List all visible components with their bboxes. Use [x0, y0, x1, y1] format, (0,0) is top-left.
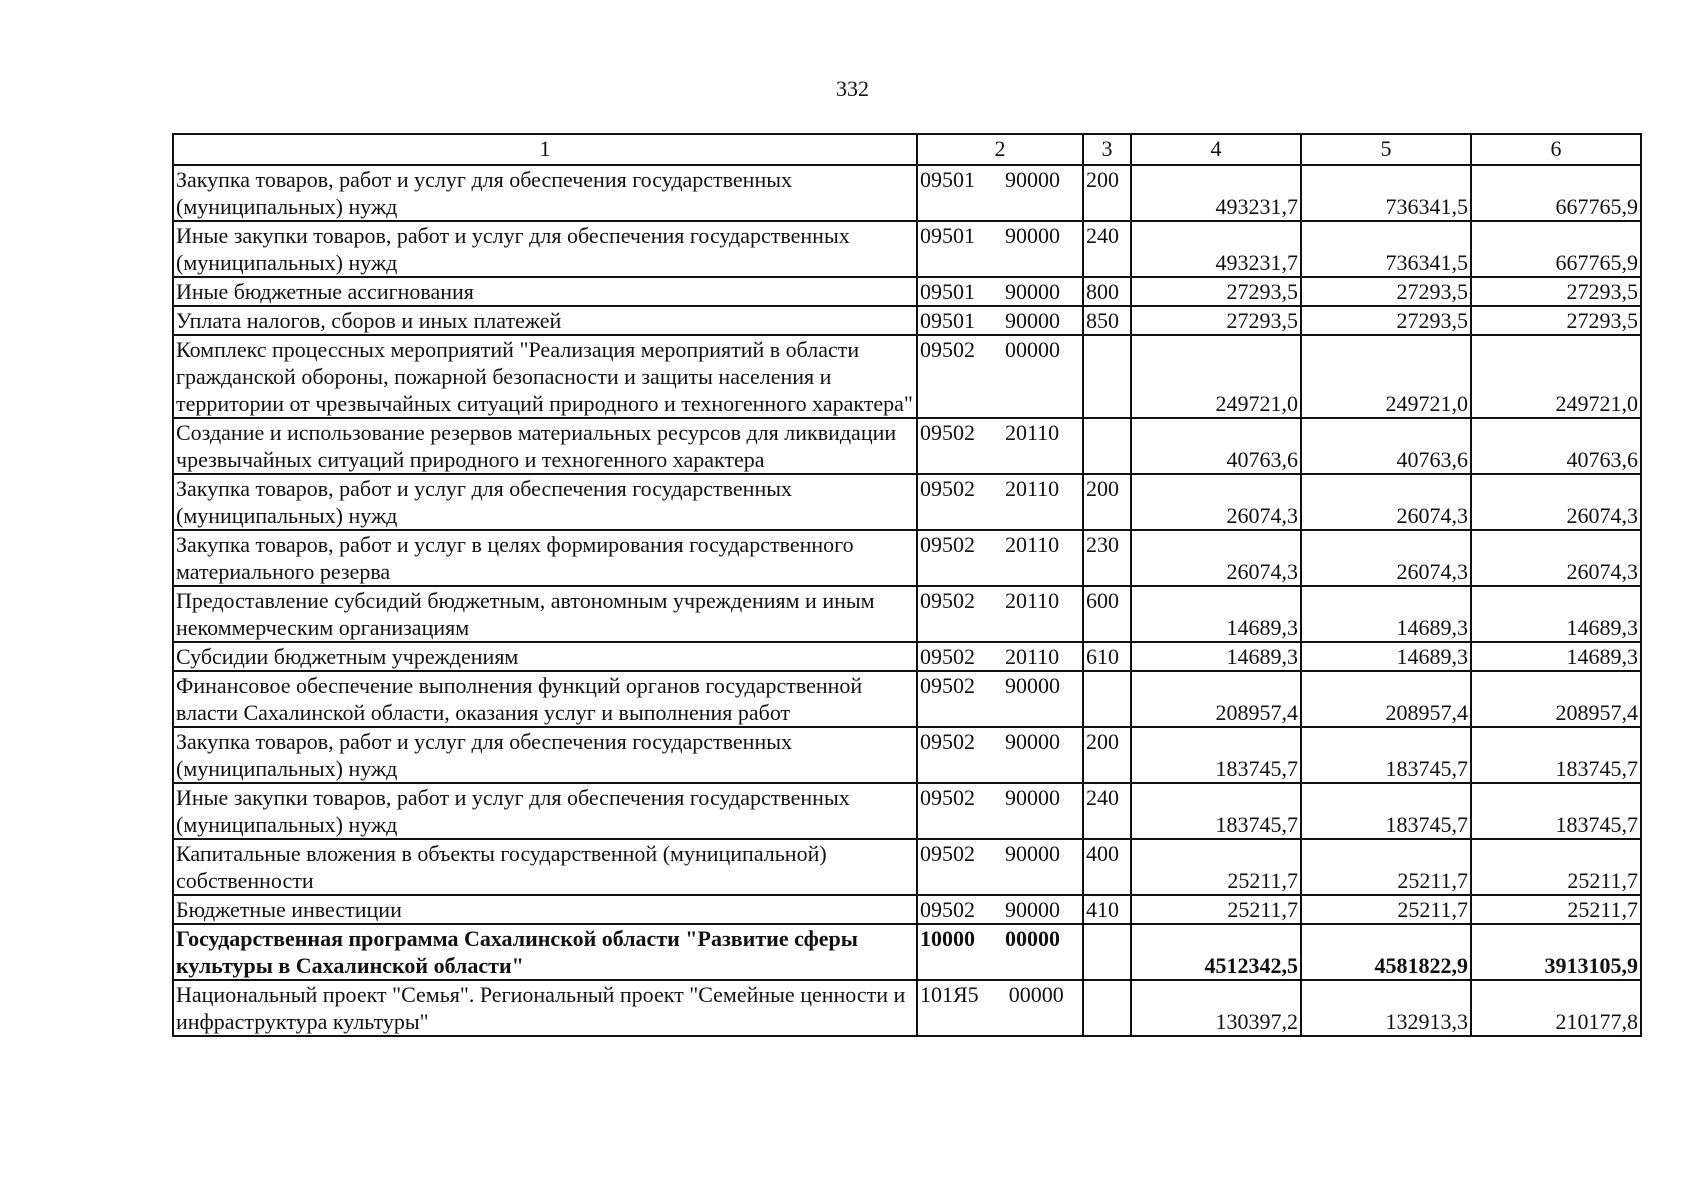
row-name-cell: Капитальные вложения в объекты государственной (муниципальной) собственности: [173, 839, 917, 895]
row-code-cell: [917, 980, 1083, 1036]
direction-code: 90000: [1005, 279, 1060, 304]
value-col4-cell: 183745,7: [1131, 727, 1301, 783]
direction-code: 90000: [1005, 223, 1060, 248]
direction-code: 90000: [1005, 841, 1060, 866]
program-code: 09502: [920, 673, 975, 698]
table-row: [173, 642, 1641, 671]
direction-code: 90000: [1005, 167, 1060, 192]
direction-code: 90000: [1005, 729, 1060, 754]
expense-type-cell: 200: [1083, 474, 1131, 530]
row-name-cell: Бюджетные инвестиции: [173, 895, 917, 924]
row-name-cell: Иные бюджетные ассигнования: [173, 277, 917, 306]
expense-type-cell: 200: [1083, 727, 1131, 783]
direction-code: 20110: [1005, 532, 1060, 557]
program-code: 09501: [920, 167, 975, 192]
value-col6-cell: 26074,3: [1471, 530, 1641, 586]
table-row: [173, 418, 1641, 474]
value-col6-cell: 14689,3: [1471, 586, 1641, 642]
column-number: 5: [1301, 134, 1471, 165]
row-code-cell: [917, 165, 1083, 221]
expense-type-cell: 610: [1083, 642, 1131, 671]
value-col5-cell: 40763,6: [1301, 418, 1471, 474]
column-number: 6: [1471, 134, 1641, 165]
expense-type-cell: [1083, 924, 1131, 980]
program-code: 09502: [920, 897, 975, 922]
row-name-cell: Уплата налогов, сборов и иных платежей: [173, 306, 917, 335]
expense-type-cell: [1083, 418, 1131, 474]
row-code-cell: [917, 586, 1083, 642]
column-number: 4: [1131, 134, 1301, 165]
program-code: 09502: [920, 532, 975, 557]
program-code: 09502: [920, 476, 975, 501]
program-code: 09502: [920, 644, 975, 669]
row-code-cell: [917, 335, 1083, 418]
row-code-cell: [917, 642, 1083, 671]
direction-code: 90000: [1005, 673, 1060, 698]
table-row: [173, 474, 1641, 530]
value-col4-cell: 493231,7: [1131, 165, 1301, 221]
direction-code: 20110: [1005, 588, 1060, 613]
expense-type-cell: [1083, 335, 1131, 418]
value-col4-cell: 183745,7: [1131, 783, 1301, 839]
value-col6-cell: 40763,6: [1471, 418, 1641, 474]
row-code-cell: [917, 277, 1083, 306]
table-row: [173, 924, 1641, 980]
direction-code: 00000: [1005, 926, 1060, 951]
row-name-cell: Закупка товаров, работ и услуг для обеспечения государственных (муниципальных) нужд: [173, 165, 917, 221]
table-row: [173, 727, 1641, 783]
row-code-cell: [917, 671, 1083, 727]
row-code-cell: [917, 221, 1083, 277]
value-col6-cell: 14689,3: [1471, 642, 1641, 671]
direction-code: 90000: [1005, 785, 1060, 810]
value-col6-cell: 27293,5: [1471, 277, 1641, 306]
table-row: [173, 221, 1641, 277]
row-name-cell: Закупка товаров, работ и услуг для обеспечения государственных (муниципальных) нужд: [173, 727, 917, 783]
program-code: 09501: [920, 223, 975, 248]
column-number: 1: [173, 134, 917, 165]
value-col6-cell: 27293,5: [1471, 306, 1641, 335]
value-col4-cell: 25211,7: [1131, 895, 1301, 924]
program-code: 09502: [920, 785, 975, 810]
row-name-cell: Иные закупки товаров, работ и услуг для обеспечения государственных (муниципальных) нужд: [173, 783, 917, 839]
page-number: 332: [836, 76, 869, 101]
row-code-cell: [917, 418, 1083, 474]
program-code: 09501: [920, 308, 975, 333]
direction-code: 00000: [1008, 982, 1064, 1007]
row-name-cell: Комплекс процессных мероприятий "Реализация мероприятий в области гражданской обороны, пожарной безопасности и защиты населения и территории от чрезвычайных ситуаций природного и техногенного характера": [173, 335, 917, 418]
row-name-cell: Государственная программа Сахалинской области "Развитие сферы культуры в Сахалинской области": [173, 924, 917, 980]
value-col4-cell: 130397,2: [1131, 980, 1301, 1036]
value-col5-cell: 736341,5: [1301, 165, 1471, 221]
direction-code: 90000: [1005, 897, 1060, 922]
value-col5-cell: 183745,7: [1301, 727, 1471, 783]
program-code: 09502: [920, 841, 975, 866]
value-col5-cell: 26074,3: [1301, 530, 1471, 586]
value-col6-cell: 249721,0: [1471, 335, 1641, 418]
table-row: [173, 839, 1641, 895]
expense-type-cell: 800: [1083, 277, 1131, 306]
value-col4-cell: 493231,7: [1131, 221, 1301, 277]
direction-code: 90000: [1005, 308, 1060, 333]
table-row: [173, 306, 1641, 335]
direction-code: 20110: [1005, 476, 1060, 501]
value-col6-cell: 667765,9: [1471, 165, 1641, 221]
value-col5-cell: 25211,7: [1301, 839, 1471, 895]
row-code-cell: [917, 895, 1083, 924]
value-col4-cell: 4512342,5: [1131, 924, 1301, 980]
row-name-cell: Иные закупки товаров, работ и услуг для обеспечения государственных (муниципальных) нужд: [173, 221, 917, 277]
value-col4-cell: 26074,3: [1131, 474, 1301, 530]
program-code: 09502: [920, 337, 975, 362]
column-number: 3: [1083, 134, 1131, 165]
row-name-cell: Субсидии бюджетным учреждениям: [173, 642, 917, 671]
program-code: 09502: [920, 420, 975, 445]
expense-type-cell: 240: [1083, 221, 1131, 277]
value-col4-cell: 249721,0: [1131, 335, 1301, 418]
value-col6-cell: 26074,3: [1471, 474, 1641, 530]
value-col6-cell: 208957,4: [1471, 671, 1641, 727]
row-name-cell: Закупка товаров, работ и услуг в целях формирования государственного материального резерва: [173, 530, 917, 586]
value-col4-cell: 14689,3: [1131, 586, 1301, 642]
value-col5-cell: 14689,3: [1301, 586, 1471, 642]
value-col5-cell: 27293,5: [1301, 277, 1471, 306]
value-col5-cell: 132913,3: [1301, 980, 1471, 1036]
value-col5-cell: 4581822,9: [1301, 924, 1471, 980]
value-col5-cell: 27293,5: [1301, 306, 1471, 335]
value-col5-cell: 183745,7: [1301, 783, 1471, 839]
value-col4-cell: 26074,3: [1131, 530, 1301, 586]
direction-code: 20110: [1005, 420, 1060, 445]
row-code-cell: [917, 474, 1083, 530]
value-col5-cell: 14689,3: [1301, 642, 1471, 671]
row-code-cell: [917, 924, 1083, 980]
direction-code: 20110: [1005, 644, 1060, 669]
table-row: [173, 980, 1641, 1036]
value-col4-cell: 27293,5: [1131, 306, 1301, 335]
row-name-cell: Предоставление субсидий бюджетным, автономным учреждениям и иным некоммерческим организациям: [173, 586, 917, 642]
value-col5-cell: 25211,7: [1301, 895, 1471, 924]
table-row: [173, 335, 1641, 418]
value-col5-cell: 736341,5: [1301, 221, 1471, 277]
value-col4-cell: 14689,3: [1131, 642, 1301, 671]
value-col5-cell: 249721,0: [1301, 335, 1471, 418]
row-code-cell: [917, 839, 1083, 895]
table-row: [173, 586, 1641, 642]
budget-table: [172, 133, 1642, 1037]
value-col6-cell: 667765,9: [1471, 221, 1641, 277]
budget-table-body: [173, 134, 1641, 1036]
expense-type-cell: 200: [1083, 165, 1131, 221]
table-row: [173, 783, 1641, 839]
program-code: 09502: [920, 729, 975, 754]
value-col4-cell: 208957,4: [1131, 671, 1301, 727]
row-code-cell: [917, 783, 1083, 839]
value-col6-cell: 183745,7: [1471, 727, 1641, 783]
row-code-cell: [917, 306, 1083, 335]
program-code: 10000: [920, 926, 975, 951]
column-number: 2: [917, 134, 1083, 165]
program-code: 09502: [920, 588, 975, 613]
table-row: [173, 895, 1641, 924]
value-col6-cell: 25211,7: [1471, 895, 1641, 924]
row-name-cell: Закупка товаров, работ и услуг для обеспечения государственных (муниципальных) нужд: [173, 474, 917, 530]
table-row: [173, 277, 1641, 306]
row-code-cell: [917, 727, 1083, 783]
table-row: [173, 165, 1641, 221]
row-code-cell: [917, 530, 1083, 586]
value-col5-cell: 26074,3: [1301, 474, 1471, 530]
expense-type-cell: [1083, 980, 1131, 1036]
table-row: [173, 671, 1641, 727]
expense-type-cell: 850: [1083, 306, 1131, 335]
expense-type-cell: 400: [1083, 839, 1131, 895]
value-col4-cell: 40763,6: [1131, 418, 1301, 474]
value-col6-cell: 25211,7: [1471, 839, 1641, 895]
expense-type-cell: 410: [1083, 895, 1131, 924]
row-name-cell: Создание и использование резервов материальных ресурсов для ликвидации чрезвычайных ситуаций природного и техногенного характера: [173, 418, 917, 474]
direction-code: 00000: [1005, 337, 1060, 362]
value-col4-cell: 27293,5: [1131, 277, 1301, 306]
value-col6-cell: 183745,7: [1471, 783, 1641, 839]
value-col6-cell: 210177,8: [1471, 980, 1641, 1036]
expense-type-cell: 240: [1083, 783, 1131, 839]
value-col4-cell: 25211,7: [1131, 839, 1301, 895]
program-code: 101Я5: [920, 982, 979, 1007]
program-code: 09501: [920, 279, 975, 304]
column-number-row: [173, 134, 1641, 165]
table-row: [173, 530, 1641, 586]
expense-type-cell: [1083, 671, 1131, 727]
row-name-cell: Финансовое обеспечение выполнения функций органов государственной власти Сахалинской области, оказания услуг и выполнения работ: [173, 671, 917, 727]
value-col5-cell: 208957,4: [1301, 671, 1471, 727]
row-name-cell: Национальный проект "Семья". Региональный проект "Семейные ценности и инфраструктура культуры": [173, 980, 917, 1036]
expense-type-cell: 600: [1083, 586, 1131, 642]
value-col6-cell: 3913105,9: [1471, 924, 1641, 980]
expense-type-cell: 230: [1083, 530, 1131, 586]
